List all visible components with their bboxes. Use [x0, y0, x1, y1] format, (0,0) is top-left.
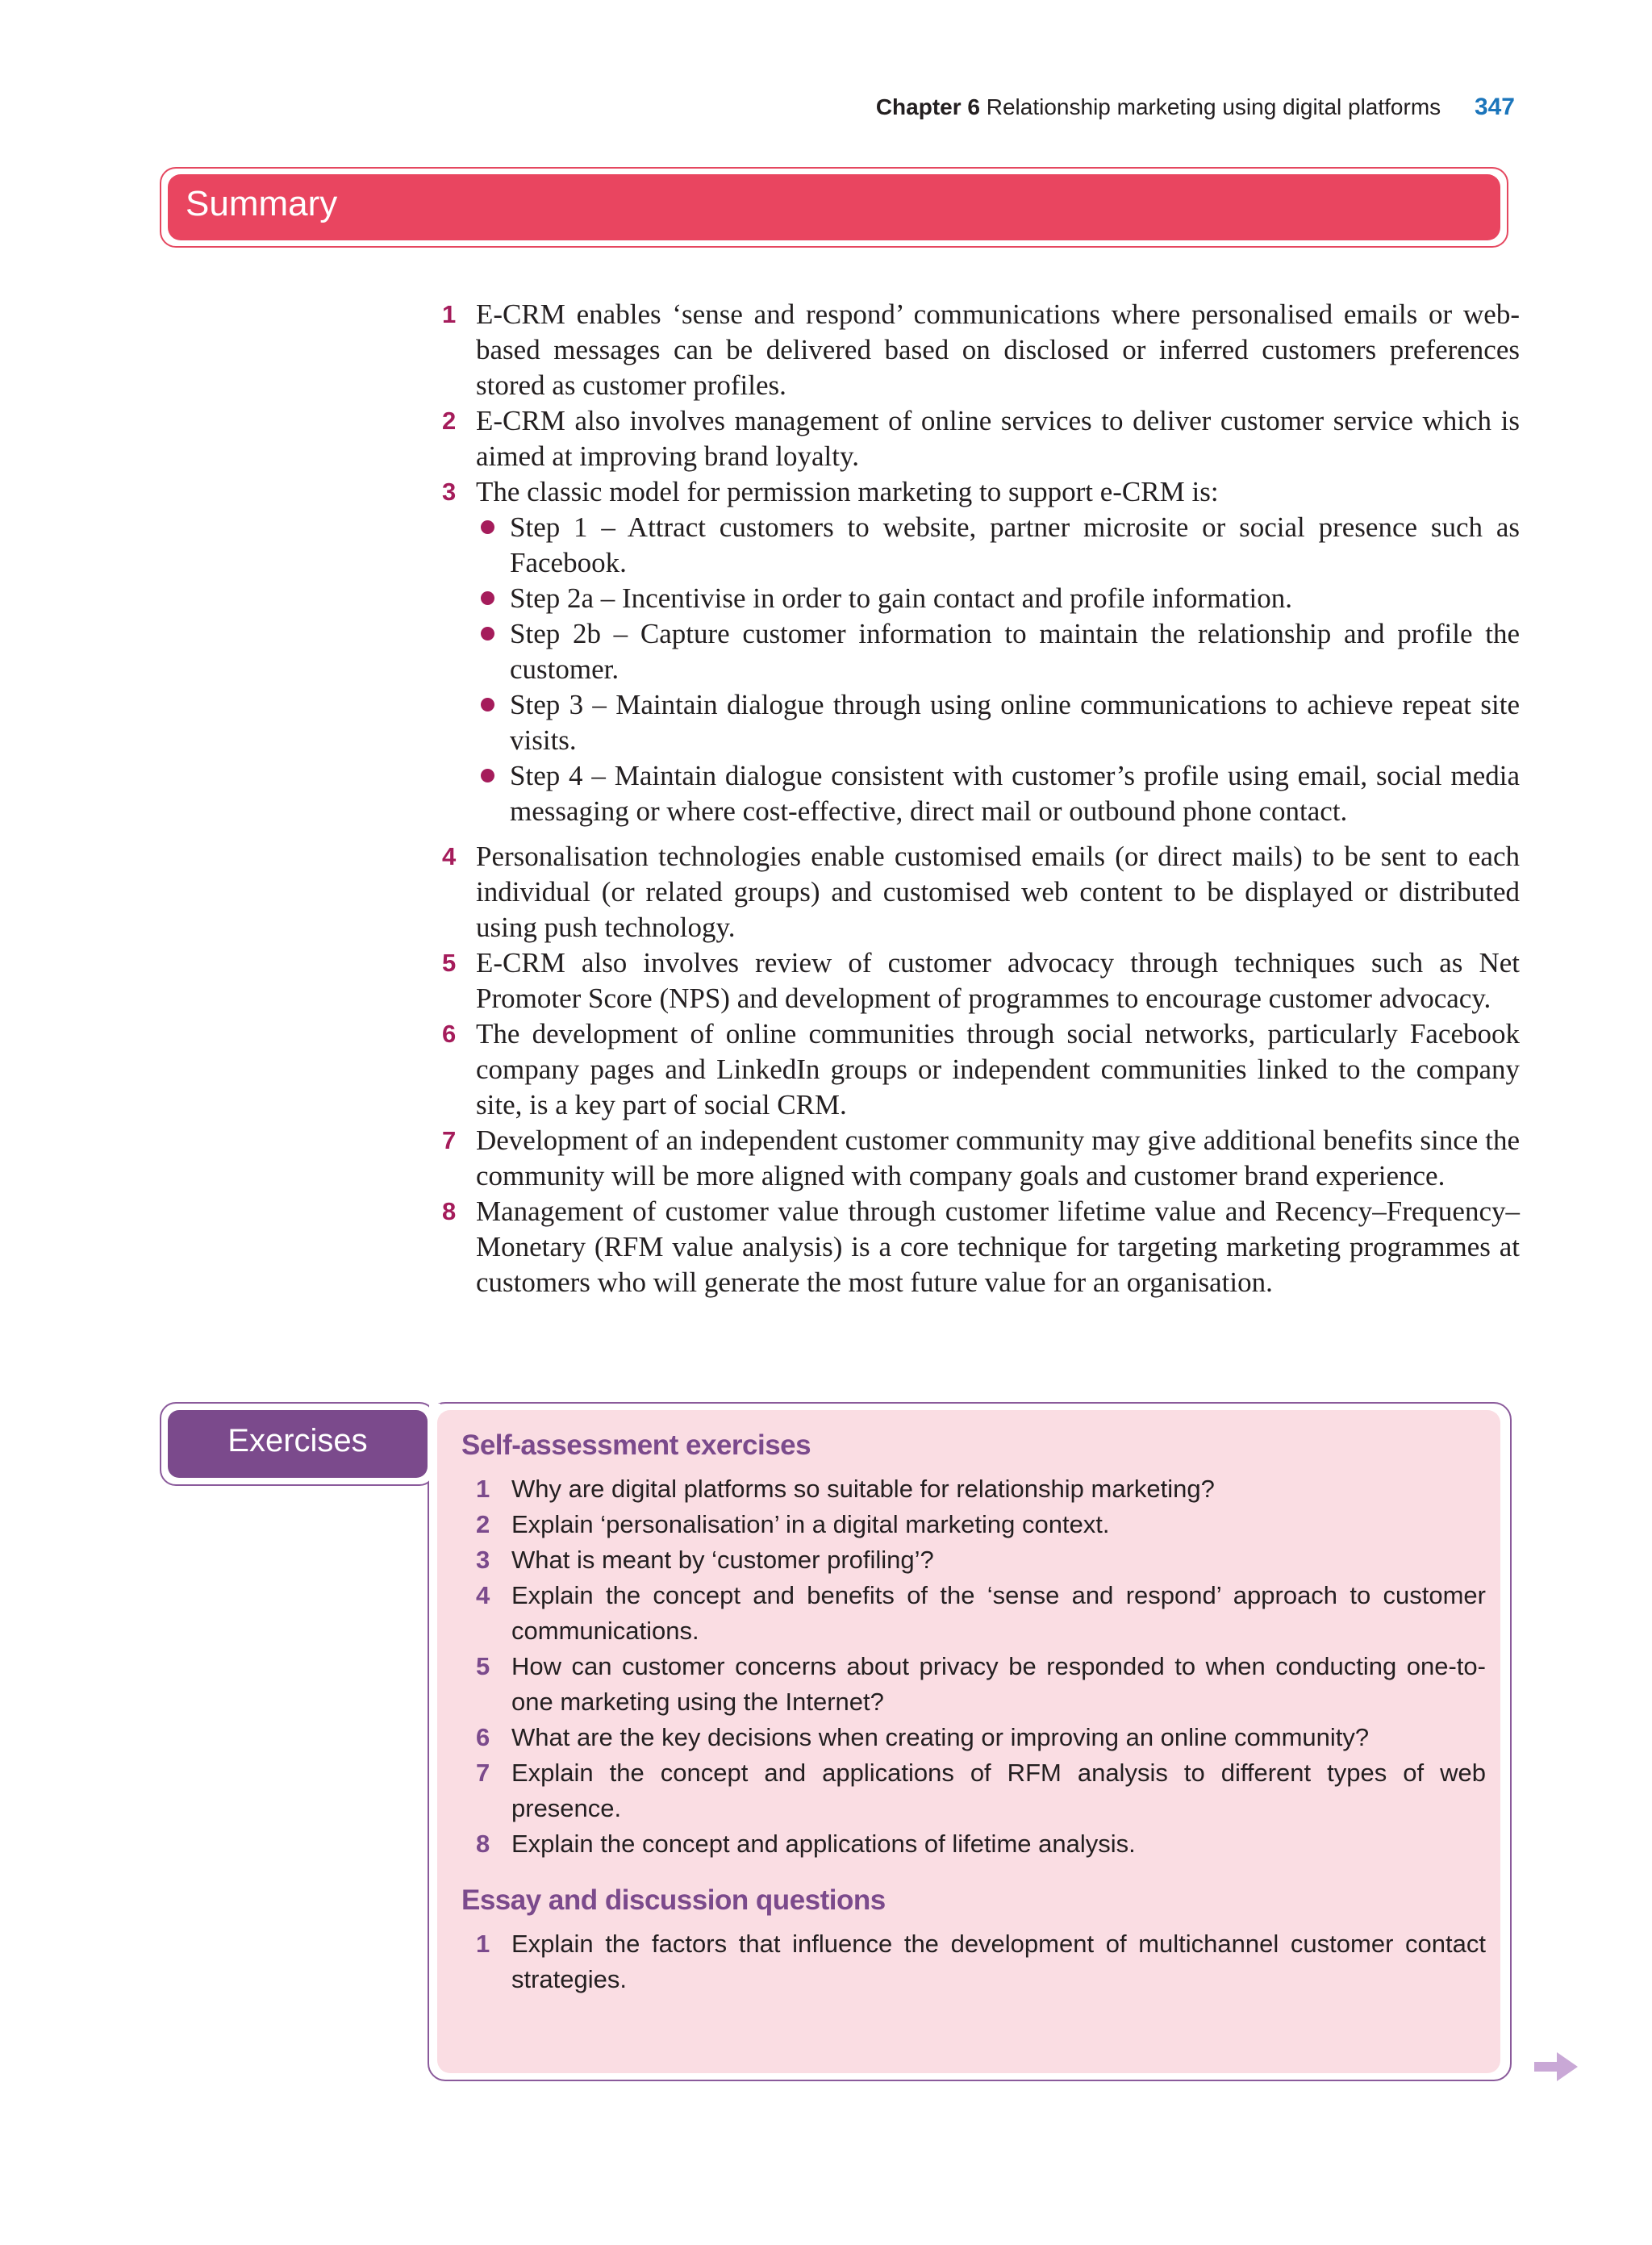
- exercise-text: What are the key decisions when creating or improving an online community?: [511, 1723, 1370, 1751]
- summary-item-text: E-CRM enables ‘sense and respond’ communications where personalised emails or web-based messages can be delivered based on disclosed or inferred customers preferences stored as customer profiles.: [476, 298, 1520, 401]
- summary-item: [442, 1194, 1520, 1300]
- bullet-icon: [481, 520, 494, 534]
- summary-item: [442, 839, 1520, 945]
- permission-steps-list: [476, 510, 1520, 829]
- summary-title: Summary: [186, 184, 338, 223]
- summary-item-number: 3: [442, 478, 457, 506]
- summary-item-text: The development of online communities through social networks, particularly Facebook company pages and LinkedIn groups or independent communities linked to the company site, is a key part of social CRM.: [476, 1018, 1520, 1120]
- running-header: [876, 94, 1515, 121]
- summary-item-text: E-CRM also involves review of customer advocacy through techniques such as Net Promoter Score (NPS) and development of programmes to encourage customer advocacy.: [476, 947, 1520, 1014]
- exercise-number: 6: [476, 1723, 490, 1751]
- summary-item: [442, 474, 1520, 829]
- step-text: Step 2b – Capture customer information to maintain the relationship and profile the customer.: [510, 618, 1520, 685]
- step-text: Step 1 – Attract customers to website, partner microsite or social presence such as Facebook.: [510, 511, 1520, 578]
- exercise-number: 5: [476, 1652, 490, 1680]
- exercise-text: Explain the concept and applications of lifetime analysis.: [511, 1830, 1136, 1858]
- exercise-number: 7: [476, 1759, 490, 1787]
- exercises-content: [461, 1428, 1486, 1997]
- exercise-number: 2: [476, 1510, 490, 1538]
- chapter-title: Relationship marketing using digital platforms: [986, 94, 1441, 119]
- step-item: [476, 581, 1520, 616]
- exercise-text: Explain ‘personalisation’ in a digital marketing context.: [511, 1510, 1110, 1538]
- summary-list: [442, 297, 1520, 1300]
- summary-banner: [168, 174, 1500, 240]
- summary-item-text: Management of customer value through customer lifetime value and Recency–Frequency–Monetary (RFM value analysis) is a core technique for targeting marketing programmes at customers who will generate the most future value for an organisation.: [476, 1196, 1520, 1298]
- exercise-item: [461, 1471, 1486, 1507]
- summary-item: [442, 403, 1520, 474]
- bullet-icon: [481, 627, 494, 641]
- summary-item-number: 7: [442, 1126, 457, 1154]
- exercise-item: [461, 1542, 1486, 1578]
- exercise-number: 3: [476, 1546, 490, 1574]
- exercise-item: [461, 1826, 1486, 1862]
- exercise-text: How can customer concerns about privacy be responded to when conducting one-to-one marketing using the Internet?: [511, 1652, 1486, 1716]
- summary-item: [442, 1123, 1520, 1194]
- summary-item-number: 8: [442, 1197, 457, 1225]
- exercise-number: 1: [476, 1475, 490, 1503]
- essay-item: [461, 1926, 1486, 1997]
- bullet-icon: [481, 769, 494, 782]
- bullet-icon: [481, 698, 494, 711]
- summary-item-text: E-CRM also involves management of online services to deliver customer service which is aimed at improving brand loyalty.: [476, 405, 1520, 472]
- exercise-text: Explain the concept and applications of RFM analysis to different types of web presence.: [511, 1759, 1486, 1822]
- exercise-number: 8: [476, 1830, 490, 1858]
- essay-heading: Essay and discussion questions: [461, 1884, 886, 1916]
- summary-item-text: The classic model for permission marketing to support e-CRM is:: [476, 476, 1219, 507]
- exercise-text: Explain the concept and benefits of the ‘sense and respond’ approach to customer communications.: [511, 1581, 1486, 1645]
- right-arrow-icon[interactable]: [1533, 2049, 1579, 2084]
- step-text: Step 3 – Maintain dialogue through using online communications to achieve repeat site visits.: [510, 689, 1520, 756]
- exercise-text: Why are digital platforms so suitable for relationship marketing?: [511, 1475, 1215, 1503]
- self-assessment-heading: Self-assessment exercises: [461, 1429, 811, 1461]
- summary-item: [442, 945, 1520, 1016]
- exercise-item: [461, 1507, 1486, 1542]
- step-item: [476, 758, 1520, 829]
- summary-item-number: 1: [442, 300, 457, 328]
- step-item: [476, 687, 1520, 758]
- summary-item: [442, 297, 1520, 403]
- exercise-item: [461, 1755, 1486, 1826]
- exercise-number: 4: [476, 1581, 490, 1609]
- exercise-item: [461, 1578, 1486, 1649]
- essay-number: 1: [476, 1930, 490, 1958]
- exercise-text: What is meant by ‘customer profiling’?: [511, 1546, 934, 1574]
- chapter-label: Chapter 6: [875, 94, 980, 119]
- summary-item-number: 4: [442, 842, 457, 870]
- essay-text: Explain the factors that influence the development of multichannel customer contact strategies.: [511, 1930, 1486, 1993]
- summary-item: [442, 1016, 1520, 1123]
- step-item: [476, 616, 1520, 687]
- bullet-icon: [481, 591, 494, 605]
- exercise-item: [461, 1720, 1486, 1755]
- summary-item-number: 2: [442, 407, 457, 435]
- summary-item-text: Personalisation technologies enable customised emails (or direct mails) to be sent to each individual (or related groups) and customised web content to be displayed or distributed using push technology.: [476, 841, 1520, 943]
- exercise-item: [461, 1649, 1486, 1720]
- step-text: Step 4 – Maintain dialogue consistent with customer’s profile using email, social media messaging or where cost-effective, direct mail or outbound phone contact.: [510, 760, 1520, 827]
- exercises-tab-label: Exercises: [227, 1423, 368, 1458]
- summary-item-number: 5: [442, 949, 457, 977]
- summary-item-text: Development of an independent customer community may give additional benefits since the community will be more aligned with company goals and customer brand experience.: [476, 1125, 1520, 1191]
- page-number: 347: [1474, 94, 1515, 120]
- step-text: Step 2a – Incentivise in order to gain contact and profile information.: [510, 582, 1292, 614]
- step-item: [476, 510, 1520, 581]
- summary-item-number: 6: [442, 1020, 457, 1048]
